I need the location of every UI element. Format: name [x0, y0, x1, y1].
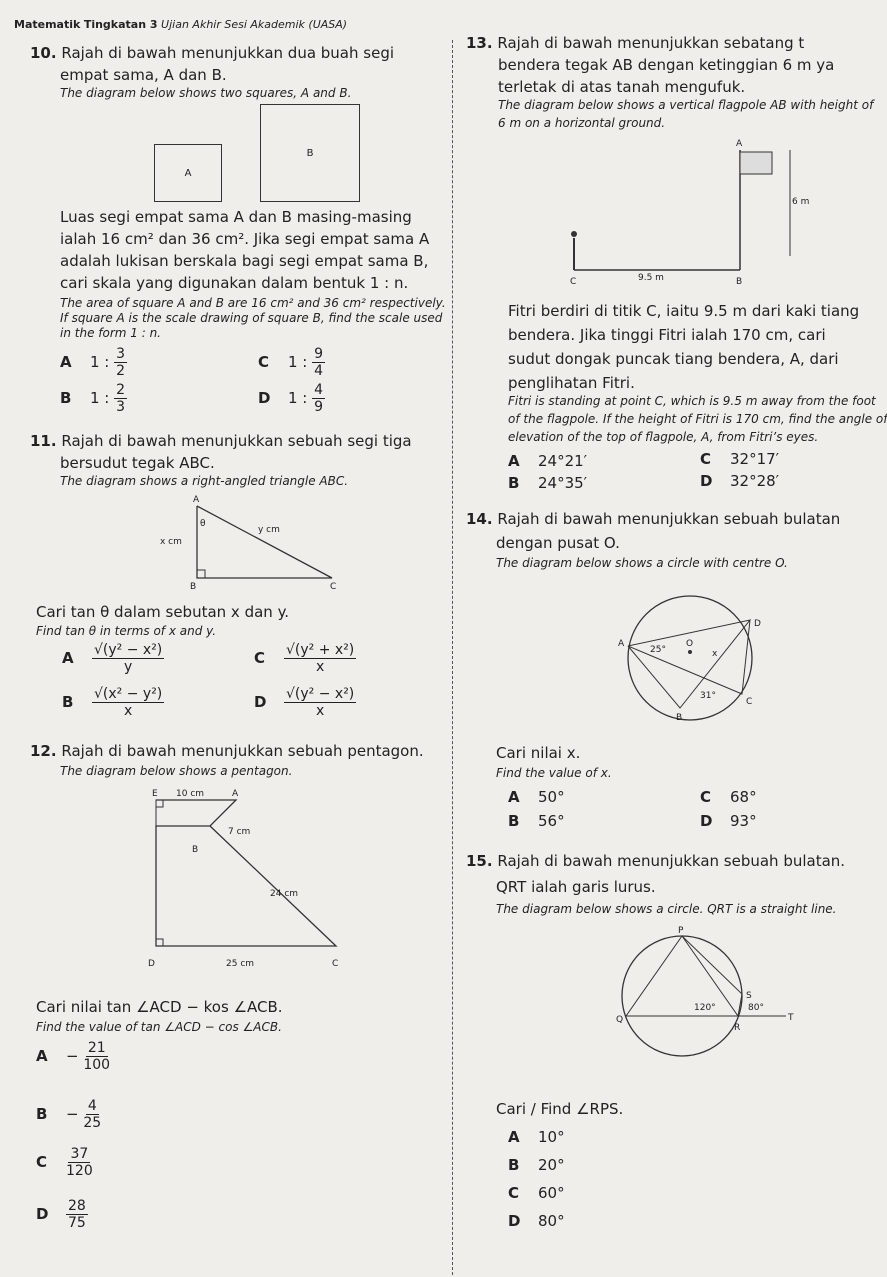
- q13-option-c[interactable]: C 32°17′: [700, 450, 780, 468]
- angle-25: 25°: [650, 645, 666, 655]
- q13-text: bendera. Jika tinggi Fitri ialah 170 cm, cari: [508, 326, 826, 344]
- q12-english: Find the value of tan ∠ACD − cos ∠ACB.: [36, 1020, 282, 1034]
- vertex-b: B: [190, 582, 197, 592]
- q15-text: Cari / Find ∠RPS.: [496, 1100, 624, 1118]
- q13-option-a[interactable]: A 24°21′: [508, 452, 588, 470]
- flagpole-diagram: [550, 134, 830, 284]
- point-b: B: [676, 713, 683, 723]
- q13-option-d[interactable]: D 32°28′: [700, 472, 780, 490]
- q13-number: 13.: [466, 34, 493, 52]
- q15-option-b[interactable]: B 20°: [508, 1156, 565, 1174]
- q15-english: The diagram below shows a circle. QRT is a straight line.: [496, 902, 837, 916]
- point-a: A: [736, 139, 743, 149]
- q14-option-d[interactable]: D 93°: [700, 812, 757, 830]
- point-a: A: [618, 639, 625, 649]
- column-divider: [452, 40, 453, 1277]
- q14-option-a[interactable]: A 50°: [508, 788, 565, 806]
- q15-number: 15.: [466, 852, 493, 870]
- q12-option-c[interactable]: C $\frac{37}{120}$: [36, 1146, 93, 1179]
- side-ab: 7 cm: [228, 827, 251, 837]
- q13-english: elevation of the top of flagpole, A, from Fitri’s eyes.: [508, 430, 819, 444]
- point-b: B: [736, 277, 743, 284]
- exam-title: Ujian Akhir Sesi Akademik (UASA): [161, 18, 348, 31]
- q12-text: Cari nilai tan ∠ACD − kos ∠ACB.: [36, 998, 283, 1016]
- q12-number: 12.: [30, 742, 57, 760]
- q10-english: The area of square A and B are 16 cm² and 36 cm² respectively.: [60, 296, 446, 310]
- q10-option-d[interactable]: D 1 : $\frac{4}{9}$: [258, 382, 324, 415]
- q12-text: Rajah di bawah menunjukkan sebuah pentagon.: [61, 742, 424, 760]
- q10-text: adalah lukisan berskala bagi segi empat sama B,: [60, 252, 429, 270]
- q15-text: Rajah di bawah menunjukkan sebuah bulatan.: [497, 852, 846, 870]
- q11-text: bersudut tegak ABC.: [60, 454, 215, 472]
- circle-qrt-diagram: [610, 924, 800, 1064]
- q14-english: Find the value of x.: [496, 766, 612, 780]
- point-s: S: [746, 991, 752, 1001]
- q12-option-a[interactable]: A − $\frac{21}{100}$: [36, 1040, 111, 1073]
- vertex-c: C: [332, 959, 339, 969]
- side-bc: 24 cm: [270, 889, 299, 899]
- vertex-b: B: [192, 845, 199, 855]
- q15-text: QRT ialah garis lurus.: [496, 878, 656, 896]
- q10-option-b[interactable]: B 1 : $\frac{2}{3}$: [60, 382, 126, 415]
- point-q: Q: [616, 1015, 624, 1025]
- q10-text: cari skala yang digunakan dalam bentuk 1 : n.: [60, 274, 409, 292]
- q13-text: penglihatan Fitri.: [508, 374, 635, 392]
- point-d: D: [754, 619, 761, 629]
- q14-text: Rajah di bawah menunjukkan sebuah bulatan: [497, 510, 841, 528]
- side-dc: 25 cm: [226, 959, 255, 969]
- q13-text: Rajah di bawah menunjukkan sebatang t: [497, 34, 805, 52]
- point-p: P: [678, 926, 684, 936]
- q14-text: dengan pusat O.: [496, 534, 620, 552]
- q15-option-d[interactable]: D 80°: [508, 1212, 565, 1230]
- q13-text: sudut dongak puncak tiang bendera, A, dari: [508, 350, 839, 368]
- form: Tingkatan 3: [83, 18, 158, 31]
- q10-english: The diagram below shows two squares, A and B.: [60, 86, 352, 100]
- q12-option-d[interactable]: D $\frac{28}{75}$: [36, 1198, 86, 1231]
- subject: Matematik: [14, 18, 81, 31]
- distance-label: 9.5 m: [638, 273, 664, 283]
- centre-o: O: [686, 639, 694, 649]
- angle-120: 120°: [694, 1003, 716, 1013]
- q13-english: Fitri is standing at point C, which is 9.5 m away from the foot: [508, 394, 876, 408]
- q10-text: ialah 16 cm² dan 36 cm². Jika segi empat sama A: [60, 230, 430, 248]
- angle-x: x: [712, 649, 718, 659]
- angle-80: 80°: [748, 1003, 764, 1013]
- vertex-a: A: [232, 789, 239, 799]
- q11-number: 11.: [30, 432, 57, 450]
- pentagon-diagram: [140, 786, 360, 976]
- point-c: C: [570, 277, 577, 284]
- q13-english: The diagram below shows a vertical flagpole AB with height of: [498, 98, 874, 112]
- vertex-a: A: [193, 495, 200, 505]
- circle-o-diagram: [600, 590, 780, 730]
- angle-31: 31°: [700, 691, 716, 701]
- q11-option-d[interactable]: D $\frac{\text{√(y² − x²)}}{x}$: [254, 686, 355, 719]
- height-label: 6 m: [792, 197, 810, 207]
- q11-option-a[interactable]: A $\frac{\text{√(y² − x²)}}{y}$: [62, 642, 163, 675]
- q10-option-c[interactable]: C 1 : $\frac{9}{4}$: [258, 346, 324, 379]
- q11-english: The diagram shows a right-angled triangle ABC.: [60, 474, 349, 488]
- q14-option-c[interactable]: C 68°: [700, 788, 757, 806]
- q15-option-c[interactable]: C 60°: [508, 1184, 565, 1202]
- page-header: [14, 18, 347, 31]
- q11-option-c[interactable]: C $\frac{\text{√(y² + x²)}}{x}$: [254, 642, 355, 675]
- side-y-label: y cm: [258, 525, 280, 535]
- q10-option-a[interactable]: A 1 : $\frac{3}{2}$: [60, 346, 126, 379]
- q13-text: bendera tegak AB dengan ketinggian 6 m ya: [498, 56, 835, 74]
- side-ea: 10 cm: [176, 789, 205, 799]
- q14-english: The diagram below shows a circle with centre O.: [496, 556, 788, 570]
- q11-text: Rajah di bawah menunjukkan sebuah segi tiga: [61, 432, 412, 450]
- vertex-c: C: [330, 582, 337, 592]
- q13-english: 6 m on a horizontal ground.: [498, 116, 666, 130]
- point-t: T: [788, 1013, 794, 1023]
- q13-text: Fitri berdiri di titik C, iaitu 9.5 m dari kaki tiang: [508, 302, 860, 320]
- q13-option-b[interactable]: B 24°35′: [508, 474, 588, 492]
- square-a: A: [154, 144, 222, 202]
- q13-text: terletak di atas tanah mengufuk.: [498, 78, 746, 96]
- q11-text: Cari tan θ dalam sebutan x dan y.: [36, 603, 290, 621]
- q15-option-a[interactable]: A 10°: [508, 1128, 565, 1146]
- q11-option-b[interactable]: B $\frac{\text{√(x² − y²)}}{x}$: [62, 686, 163, 719]
- vertex-d: D: [148, 959, 155, 969]
- q10-text: empat sama, A dan B.: [60, 66, 227, 84]
- q12-option-b[interactable]: B − $\frac{4}{25}$: [36, 1098, 102, 1131]
- triangle-abc-diagram: [160, 492, 360, 592]
- q10-english: in the form 1 : n.: [60, 326, 161, 340]
- square-b: B: [260, 104, 360, 202]
- q10-number: 10.: [30, 44, 57, 62]
- point-r: R: [734, 1023, 741, 1033]
- theta-label: θ: [200, 519, 206, 529]
- q12-english: The diagram below shows a pentagon.: [60, 764, 293, 778]
- q11-english: Find tan θ in terms of x and y.: [36, 624, 217, 638]
- q10-english: If square A is the scale drawing of square B, find the scale used: [60, 311, 443, 325]
- point-c: C: [746, 697, 753, 707]
- q14-number: 14.: [466, 510, 493, 528]
- vertex-e: E: [152, 789, 158, 799]
- side-x-label: x cm: [160, 537, 182, 547]
- q14-option-b[interactable]: B 56°: [508, 812, 565, 830]
- q13-english: of the flagpole. If the height of Fitri is 170 cm, find the angle of: [508, 412, 887, 426]
- q10-text: Luas segi empat sama A dan B masing-masing: [60, 208, 412, 226]
- q10-text: Rajah di bawah menunjukkan dua buah segi: [61, 44, 395, 62]
- q14-text: Cari nilai x.: [496, 744, 581, 762]
